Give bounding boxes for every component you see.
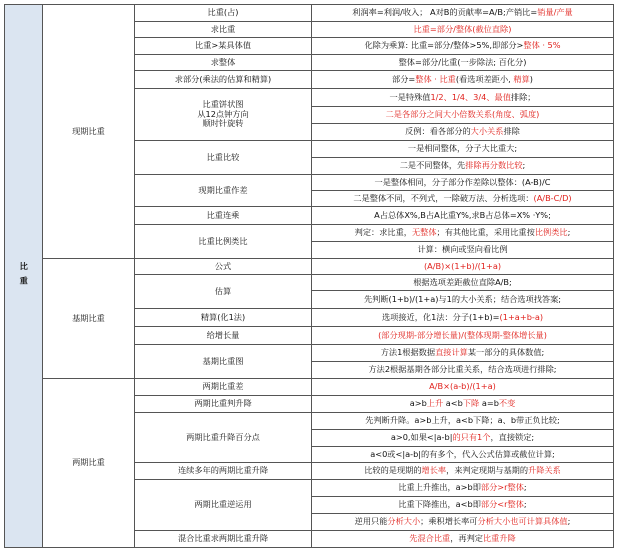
content-text: 不变 (498, 398, 516, 409)
content-text: (部分现期-部分增长量)/(整体现期-整体增长量) (378, 329, 547, 340)
content-text: 根据选项差距截位直除A/B; (413, 276, 512, 287)
content-text: 方法2根据基期各部分比重关系，结合选项进行排除; (368, 364, 557, 375)
topic-name: 两期比重判升降 (135, 396, 312, 413)
topic-name: 估算 (135, 275, 312, 309)
content-text: 二是各部分之间大小倍数关系(角度、弧度) (385, 109, 540, 120)
content-text: a=b (479, 398, 499, 409)
content-cell (312, 309, 614, 327)
content-text: 化除为乘算: 比重=部分/整体>5%,即部分> (364, 40, 524, 51)
content-text: 先判断升降。a>b上升，a<b下降；a、b带正负比较; (365, 415, 560, 426)
table-row (5, 5, 614, 22)
content-text: 判定：求比重， (354, 227, 412, 238)
content-cell (312, 259, 614, 275)
topic-name: 现期比重作差 (135, 175, 312, 207)
content-text: ; (567, 227, 571, 238)
topic-name: 基期比重图 (135, 345, 312, 379)
content-text: 二是不同整体，先 (399, 160, 466, 171)
content-text: 排除； (510, 91, 536, 102)
topic-name: 两期比重升降百分点 (135, 413, 312, 463)
content-text: (看选项差距小, (455, 73, 514, 84)
content-text: 排除再分数比较 (465, 160, 523, 171)
content-text: (A/B-C/D) (533, 192, 572, 203)
content-text: 比重=部分/整体(截位直除) (413, 23, 512, 34)
content-cell (312, 291, 614, 309)
content-text: 比重升降 (482, 533, 516, 544)
group-name: 现期比重 (43, 5, 135, 259)
content-cell (312, 89, 614, 107)
content-text: 一是特殊值 (389, 91, 431, 102)
content-text: 精算 (513, 73, 530, 84)
content-cell (312, 71, 614, 89)
content-text: 先判断(1+b)/(1+a)与1的大小关系；结合选项找答案; (363, 293, 562, 304)
content-text: ; (567, 516, 571, 527)
content-text: ; (523, 482, 527, 493)
content-text: 直接计算 (435, 347, 468, 358)
topic-name: 连续多年的两期比重升降 (135, 463, 312, 480)
content-cell (312, 514, 614, 531)
content-cell (312, 463, 614, 480)
topic-name: 比重>某具体值 (135, 38, 312, 55)
content-cell (312, 379, 614, 396)
content-cell (312, 55, 614, 71)
content-text: a>0,如果<|a-b| (390, 432, 453, 443)
content-text: 排除 (503, 126, 520, 137)
content-text: 比重上升推出，a>b即 (398, 482, 481, 493)
topic-name: 比重比例类比 (135, 225, 312, 259)
content-cell (312, 107, 614, 124)
main-category: 比重 (5, 5, 43, 548)
content-text: 利润率=利润/收入； A对B的贡献率=A/B;产销比= (352, 7, 538, 18)
topic-name: 公式 (135, 259, 312, 275)
content-text: 整体=部分/比重(一步除法; 百化分) (398, 56, 527, 67)
content-cell (312, 396, 614, 413)
topic-name: 两期比重逆运用 (135, 480, 312, 531)
content-cell (312, 362, 614, 379)
content-text: a<b (443, 398, 463, 409)
content-text: 某一部分的具体数值; (467, 347, 545, 358)
table-row (5, 379, 614, 396)
content-cell (312, 413, 614, 430)
group-name: 基期比重 (43, 259, 135, 379)
topic-name: 求比重 (135, 22, 312, 38)
content-text: ) (529, 73, 533, 84)
content-text: 分析大小也可计算具体值 (477, 516, 568, 527)
content-text: 的只有1个 (452, 432, 491, 443)
content-text: 选项接近，化1法：分子(1+b)= (381, 311, 500, 322)
content-text: ；有其他比重，采用比重按 (436, 227, 535, 238)
content-cell (312, 327, 614, 345)
topic-name: 求部分(乘法的估算和精算) (135, 71, 312, 89)
content-text: 比较的是现期的 (364, 465, 422, 476)
content-text: 1/2、1/4、3/4、最值 (430, 91, 511, 102)
topic-name: 求整体 (135, 55, 312, 71)
content-text: a>b (409, 398, 427, 409)
content-text: (1+a+b-a) (499, 311, 544, 322)
content-cell (312, 38, 614, 55)
content-cell (312, 242, 614, 259)
content-text: 无整体 (411, 227, 437, 238)
content-text: 一是相同整体，分子大比重大; (407, 143, 518, 154)
content-text: 分析大小 (387, 516, 421, 527)
content-cell (312, 22, 614, 38)
topic-name: 比重比较 (135, 141, 312, 175)
content-text: ; (523, 499, 527, 510)
content-text: 计算：横向或竖向看比例 (417, 244, 508, 255)
group-name: 两期比重 (43, 379, 135, 548)
content-text: 部分= (392, 73, 416, 84)
content-text: 一是整体相同，分子部分作差除以整体：(A-B)/C (374, 176, 551, 187)
content-cell (312, 158, 614, 175)
content-text: A占总体X%,B占A比重Y%,求B占总体=X% ·Y%; (374, 209, 551, 220)
content-cell (312, 124, 614, 141)
topic-name: 比重饼状图 从12点钟方向 顺时针旋转 (135, 89, 312, 141)
content-text: 部分<r整体 (480, 499, 524, 510)
content-text: ，来判定现期与基期的 (446, 465, 529, 476)
content-text: 增长率 (421, 465, 447, 476)
content-text: ，直接锁定; (490, 432, 535, 443)
topic-name: 混合比重求两期比重升降 (135, 531, 312, 548)
table-row (5, 259, 614, 275)
content-text: 反例：看各部分的 (405, 126, 471, 137)
content-text: 方法1根据数据 (380, 347, 436, 358)
content-cell (312, 191, 614, 207)
content-cell (312, 531, 614, 548)
content-text: 下降 (462, 398, 480, 409)
content-text: a<0或<|a-b|的有多个，代入公式估算或截位计算; (370, 448, 555, 459)
topic-name: 比重(占) (135, 5, 312, 22)
content-text: A/B×(a-b)/(1+a) (429, 381, 496, 392)
content-text: ；乘积增长率可 (420, 516, 478, 527)
content-cell (312, 141, 614, 158)
table-body (5, 5, 614, 548)
content-text: (A/B)×(1+b)/(1+a) (423, 260, 502, 271)
content-text: 比重下降推出，a<b即 (398, 499, 481, 510)
content-cell (312, 480, 614, 497)
content-text: 部分>r整体 (480, 482, 524, 493)
content-text: 逆用只能 (354, 516, 388, 527)
topic-name: 两期比重差 (135, 379, 312, 396)
topic-name: 比重连乘 (135, 207, 312, 225)
content-text: 大小关系 (470, 126, 504, 137)
content-text: 整体 · 比重 (415, 73, 456, 84)
content-cell (312, 430, 614, 447)
content-text: 整体 · 5% (523, 40, 561, 51)
content-text: 比例类比 (534, 227, 568, 238)
content-text: 销量/产量 (537, 7, 573, 18)
content-text: 上升 (426, 398, 444, 409)
summary-table (4, 4, 614, 548)
content-text: ; (522, 160, 526, 171)
topic-name: 精算(化1法) (135, 309, 312, 327)
content-text: 二是整体不同，不列式，一除破万法、分析选项： (353, 192, 534, 203)
topic-name: 给增长量 (135, 327, 312, 345)
content-cell (312, 5, 614, 22)
content-text: 升降关系 (528, 465, 561, 476)
content-cell (312, 447, 614, 463)
content-text: ，再判定 (450, 533, 483, 544)
content-cell (312, 345, 614, 362)
content-cell (312, 175, 614, 191)
content-text: 先混合比重 (409, 533, 451, 544)
content-cell (312, 225, 614, 242)
content-cell (312, 275, 614, 291)
content-cell (312, 207, 614, 225)
content-cell (312, 497, 614, 514)
